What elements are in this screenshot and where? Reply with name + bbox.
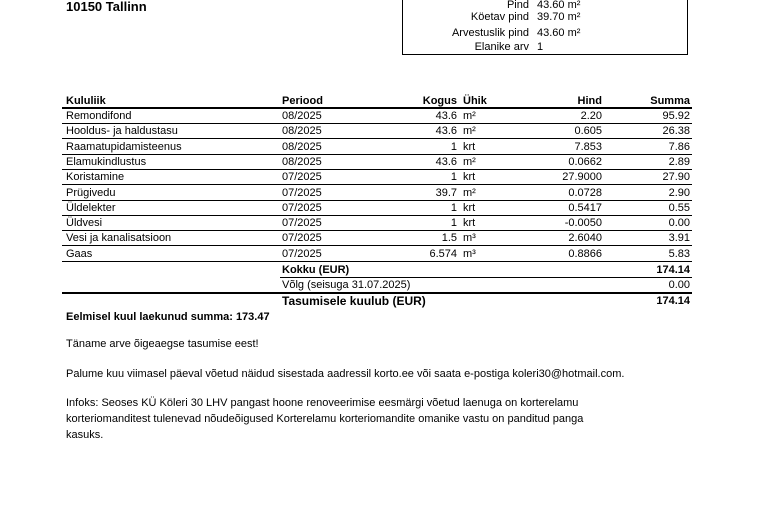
info-label: Arvestuslik pind <box>451 27 529 39</box>
info-value: 43.60 m² <box>537 27 581 39</box>
cell-item: Üldvesi <box>66 217 103 230</box>
info-label: Pind <box>506 0 529 11</box>
cell-period: 08/2025 <box>282 140 322 153</box>
info-value: 43.60 m² <box>537 0 581 11</box>
cell-period: 07/2025 <box>282 171 322 184</box>
cell-sum: 27.90 <box>662 171 690 184</box>
cell-period: 07/2025 <box>282 217 322 230</box>
cell-price: 2.6040 <box>568 232 602 245</box>
address-city-line: 10150 Tallinn <box>66 0 147 14</box>
cell-period: 08/2025 <box>282 110 322 122</box>
cell-price: 0.0728 <box>568 186 602 199</box>
cell-item: Hooldus- ja haldustasu <box>66 125 178 138</box>
payable-label: Tasumisele kuulub (EUR) <box>282 294 426 308</box>
cell-item: Gaas <box>66 247 93 260</box>
info-value: 1 <box>537 41 544 53</box>
cell-price: 7.853 <box>574 140 602 153</box>
cell-price: 2.20 <box>580 110 602 122</box>
cell-sum: 7.86 <box>668 140 690 153</box>
cell-unit: m² <box>463 155 476 168</box>
debt-label: Võlg (seisuga 31.07.2025) <box>282 279 411 291</box>
total-label: Kokku (EUR) <box>282 264 350 276</box>
cell-period: 07/2025 <box>282 186 322 199</box>
previous-payment: Eelmisel kuul laekunud summa: 173.47 <box>66 311 270 323</box>
info-row-billing-area <box>403 26 687 40</box>
cell-sum: 2.90 <box>668 186 690 199</box>
debt-value: 0.00 <box>668 279 690 291</box>
cell-price: 0.0662 <box>568 155 602 168</box>
column-header-sum: Summa <box>650 95 690 107</box>
cell-sum: 95.92 <box>662 110 690 122</box>
pledge-notice <box>66 395 706 443</box>
cell-unit: m³ <box>463 247 476 260</box>
cell-quantity: 1 <box>450 201 457 214</box>
cell-sum: 0.55 <box>668 201 690 214</box>
cell-unit: m² <box>463 110 476 122</box>
cell-item: Koristamine <box>66 171 125 184</box>
cell-item: Raamatupidamisteenus <box>66 140 182 153</box>
info-row-residents <box>403 40 687 54</box>
cell-sum: 5.83 <box>668 247 690 260</box>
total-value: 174.14 <box>656 264 690 276</box>
cell-sum: 0.00 <box>668 217 690 230</box>
cell-price: -0.0050 <box>564 217 602 230</box>
cell-price: 0.8866 <box>568 247 602 260</box>
cell-quantity: 43.6 <box>435 155 457 168</box>
cell-price: 0.5417 <box>568 201 602 214</box>
cell-price: 0.605 <box>574 125 602 138</box>
info-value: 39.70 m² <box>537 11 581 23</box>
cell-item: Remondifond <box>66 110 132 122</box>
pledge-notice-line: kasuks. <box>66 429 104 441</box>
cell-quantity: 1 <box>450 140 457 153</box>
info-label: Elanike arv <box>474 41 529 53</box>
cell-item: Vesi ja kanalisatsioon <box>66 232 172 245</box>
column-header-unit: Ühik <box>463 95 487 107</box>
cell-quantity: 43.6 <box>435 125 457 138</box>
payable-value: 174.14 <box>656 295 690 307</box>
cell-unit: m² <box>463 186 476 199</box>
cell-unit: krt <box>463 140 476 153</box>
column-header-quantity: Kogus <box>422 95 457 107</box>
thanks-text: Täname arve õigeaegse tasumise eest! <box>66 338 259 350</box>
cell-quantity: 1 <box>450 217 457 230</box>
cell-unit: m² <box>463 125 476 138</box>
cell-quantity: 1.5 <box>441 232 457 245</box>
cell-period: 08/2025 <box>282 125 322 138</box>
cell-quantity: 6.574 <box>429 247 457 260</box>
cell-item: Prügivedu <box>66 186 116 199</box>
info-row-heated-area <box>403 10 687 24</box>
cell-unit: m³ <box>463 232 476 245</box>
cell-quantity: 1 <box>450 171 457 184</box>
cell-quantity: 43.6 <box>435 110 457 122</box>
cell-period: 07/2025 <box>282 232 322 245</box>
cell-item: Üldelekter <box>66 201 116 214</box>
pledge-notice-line: korteriomanditest tulenevad nõudeõigused Korterelamu korteriomandite omanike vastu on panditud panga <box>66 413 584 425</box>
cell-sum: 3.91 <box>668 232 690 245</box>
cell-unit: krt <box>463 201 476 214</box>
pledge-notice-line: Infoks: Seoses KÜ Köleri 30 LHV pangast hoone renoveerimise eesmärgi võetud laenuga on korterelamu <box>66 397 579 409</box>
cell-unit: krt <box>463 217 476 230</box>
cell-item: Elamukindlustus <box>66 155 147 168</box>
cell-unit: krt <box>463 171 476 184</box>
cell-quantity: 39.7 <box>435 186 457 199</box>
column-header-period: Periood <box>282 95 323 107</box>
cell-sum: 26.38 <box>662 125 690 138</box>
column-header-price: Hind <box>577 95 602 107</box>
readings-instructions: Palume kuu viimasel päeval võetud näidud sisestada aadressil korto.ee või saata e-postiga koleri30@hotmail.com. <box>66 368 625 380</box>
cell-period: 08/2025 <box>282 155 322 168</box>
cell-period: 07/2025 <box>282 247 322 260</box>
column-header-item: Kululiik <box>66 95 106 107</box>
apartment-info-box <box>402 0 688 55</box>
cell-period: 07/2025 <box>282 201 322 214</box>
totals-divider <box>62 261 692 262</box>
cell-price: 27.9000 <box>562 171 602 184</box>
info-label: Köetav pind <box>470 11 529 23</box>
cell-sum: 2.89 <box>668 155 690 168</box>
